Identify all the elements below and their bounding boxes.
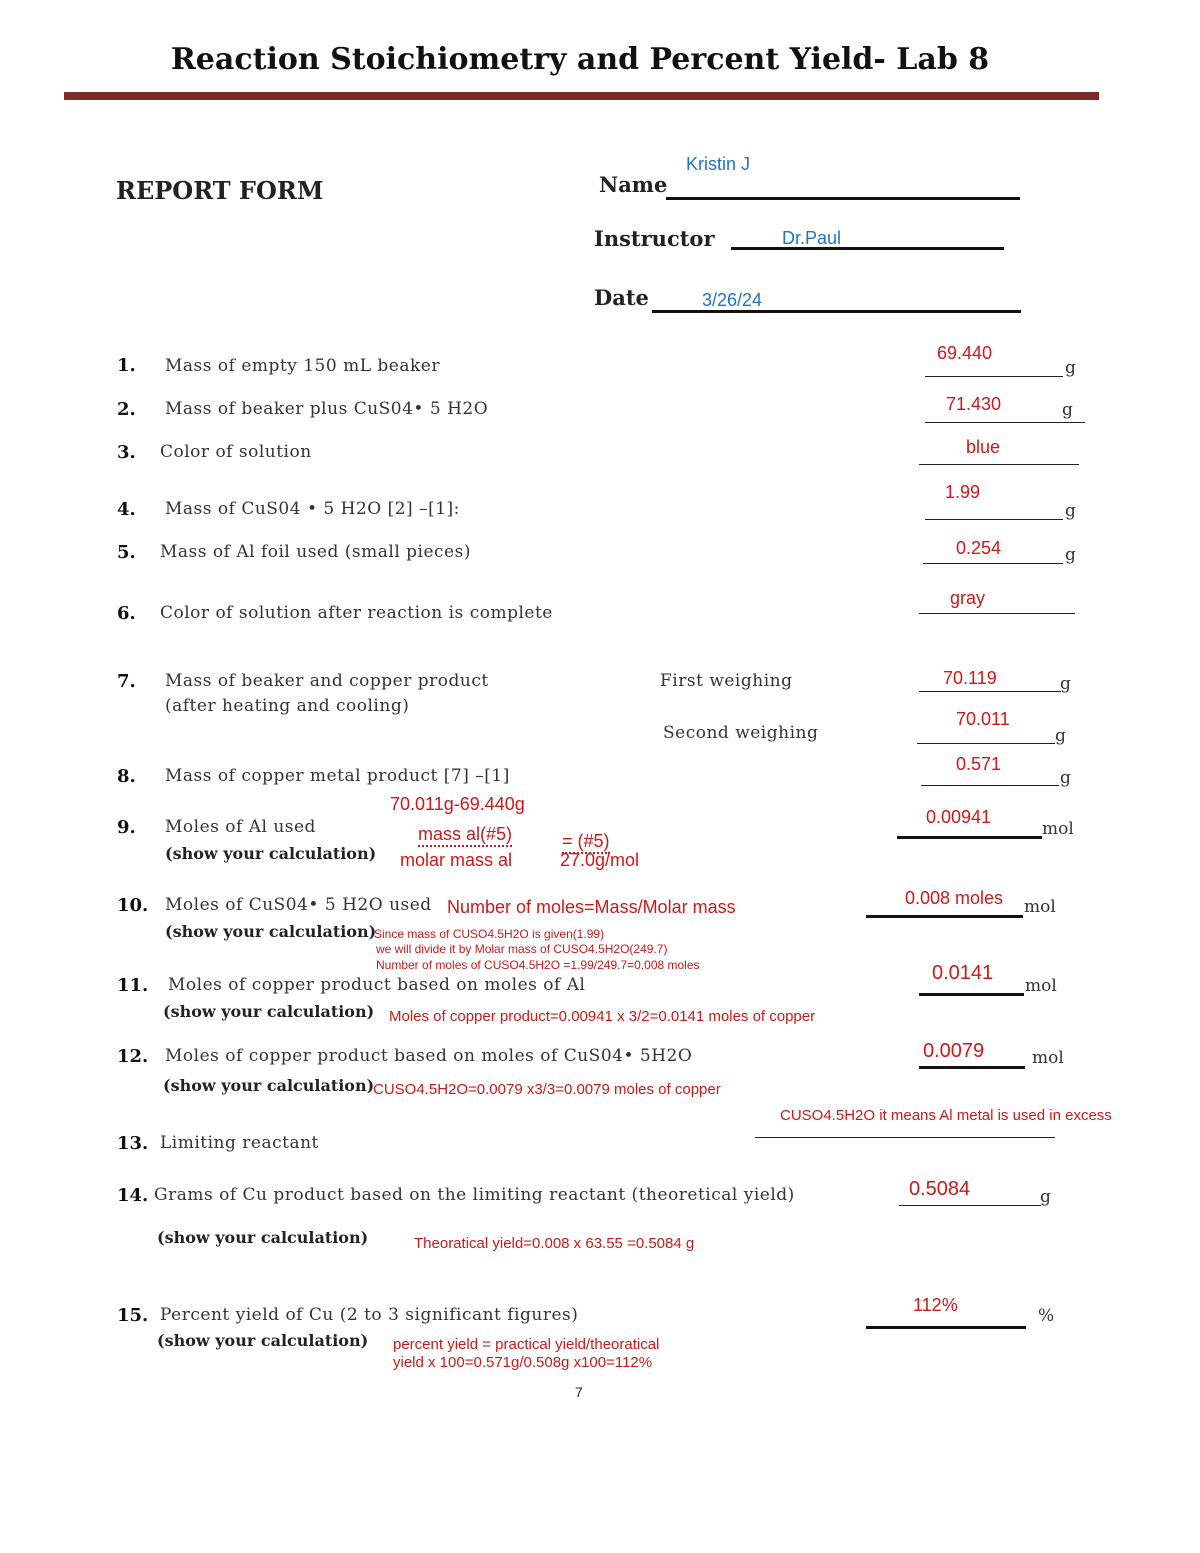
date-label: Date [594,285,649,310]
item-value: gray [950,588,986,608]
show-calculation-label: (show your calculation) [163,1076,375,1095]
instructor-value: Dr.Paul [782,228,842,248]
unit-label: g [1040,1187,1051,1207]
fraction-denominator: molar mass al [400,850,513,870]
item-number: 6. [117,603,136,624]
page-title: Reaction Stoichiometry and Percent Yield- Lab 8 [170,42,990,77]
item-number: 8. [117,766,136,787]
item-number: 13. [117,1133,149,1154]
show-calculation-label: (show your calculation) [165,922,377,941]
name-value: Kristin J [686,154,751,174]
calculation-note: Since mass of CUSO4.5H2O is given(1.99) [374,927,605,941]
unit-label: mol [1025,976,1057,996]
item-number: 11. [117,975,149,996]
answer-line [755,1137,1055,1138]
unit-label: g [1065,358,1076,378]
calculation-note: Number of moles of CUSO4.5H2O =1.99/249.7=0.008 moles [376,958,700,972]
item-label: Mass of Al foil used (small pieces) [160,542,471,562]
item-number: 2. [117,399,136,420]
item-number: 4. [117,499,136,520]
item-value: 0.0141 [932,962,994,984]
item-number: 15. [117,1305,149,1326]
answer-line [923,563,1063,564]
answer-line [925,422,1085,423]
item-label: Moles of CuS04• 5 H2O used [165,895,432,915]
name-label: Name [599,172,668,197]
answer-line [919,613,1075,614]
item-label: Color of solution after reaction is complete [160,603,553,623]
unit-label: mol [1032,1048,1064,1068]
item-label: Percent yield of Cu (2 to 3 significant figures) [160,1305,579,1325]
fraction-denominator: 27.0g/mol [560,850,640,870]
answer-line [921,785,1059,786]
item-value: 0.0079 [923,1040,985,1062]
item-number: 1. [117,355,136,376]
instructor-label: Instructor [594,226,715,251]
item-value: 0.571 [956,754,1002,774]
answer-line [919,691,1061,692]
unit-label: g [1055,726,1066,746]
fraction-numerator: = (#5) [562,831,610,854]
calculation-note: Moles of copper product=0.00941 x 3/2=0.0141 moles of copper [389,1008,816,1025]
answer-line [897,836,1042,839]
instructor-line [731,247,1004,250]
fraction-numerator: mass al(#5) [418,824,512,847]
name-line [666,197,1020,200]
item-value: blue [966,437,1001,457]
show-calculation-label: (show your calculation) [157,1228,369,1247]
item-label: Mass of beaker plus CuS04• 5 H2O [165,399,489,419]
answer-line [925,519,1063,520]
unit-label: g [1062,400,1073,420]
item-label: Mass of beaker and copper product [165,671,489,691]
item-number: 5. [117,542,136,563]
item-label: Mass of copper metal product [7] –[1] [165,766,510,786]
item-label: Mass of empty 150 mL beaker [165,356,440,376]
answer-line [866,1326,1026,1329]
calculation-note: CUSO4.5H2O=0.0079 x3/3=0.0079 moles of copper [373,1081,721,1098]
calculation-note: we will divide it by Molar mass of CUSO4.5H2O(249.7) [376,942,668,956]
unit-label: g [1065,545,1076,565]
first-weighing-value: 70.119 [943,668,997,688]
item-value: 69.440 [937,343,993,363]
answer-line [919,1066,1025,1069]
item-value: 1.99 [945,482,981,502]
item-number: 9. [117,817,136,838]
item-label: Grams of Cu product based on the limiting reactant (theoretical yield) [154,1185,795,1205]
report-form-heading: REPORT FORM [116,176,324,205]
first-weighing-label: First weighing [660,671,793,691]
item-label-continued: (after heating and cooling) [165,696,410,716]
formula-note: Number of moles=Mass/Molar mass [447,897,736,917]
item-label: Mass of CuS04 • 5 H2O [2] –[1]: [165,499,460,519]
second-weighing-label: Second weighing [663,723,819,743]
second-weighing-value: 70.011 [956,709,1010,729]
item-number: 10. [117,895,149,916]
answer-line [917,743,1055,744]
item-value: 0.254 [956,538,1002,558]
unit-label: g [1060,674,1071,694]
calculation-note: Theoratical yield=0.008 x 63.55 =0.5084 g [414,1235,695,1252]
unit-label: mol [1042,819,1074,839]
title-divider [64,92,1099,100]
show-calculation-label: (show your calculation) [165,844,377,863]
date-value: 3/26/24 [702,290,763,310]
item-label: Moles of copper product based on moles of CuS04• 5H2O [165,1046,693,1066]
item-number: 14. [117,1185,149,1206]
calculation-note: yield x 100=0.571g/0.508g x100=112% [393,1354,653,1371]
unit-label: g [1060,768,1071,788]
page-number: 7 [575,1384,583,1400]
show-calculation-label: (show your calculation) [157,1331,369,1350]
item-number: 12. [117,1046,149,1067]
calculation-note: 70.011g-69.440g [390,794,525,814]
answer-line [866,915,1023,918]
unit-label: g [1065,501,1076,521]
item-value: CUSO4.5H2O it means Al metal is used in excess [780,1107,1112,1124]
answer-line [899,1205,1041,1206]
item-value: 0.008 moles [905,888,1004,908]
item-number: 7. [117,671,136,692]
unit-label: % [1038,1306,1055,1326]
item-value: 71.430 [946,394,1002,414]
item-value: 0.5084 [909,1178,971,1200]
item-value: 112% [913,1295,958,1315]
calculation-note: percent yield = practical yield/theoratical [393,1336,660,1353]
item-value: 0.00941 [926,807,992,827]
answer-line [919,993,1024,996]
unit-label: mol [1024,897,1056,917]
item-number: 3. [117,442,136,463]
item-label: Color of solution [160,442,312,462]
item-label: Moles of Al used [165,817,316,837]
answer-line [919,464,1079,465]
item-label: Moles of copper product based on moles of Al [168,975,586,995]
show-calculation-label: (show your calculation) [163,1002,375,1021]
item-label: Limiting reactant [160,1133,319,1153]
answer-line [925,376,1063,377]
